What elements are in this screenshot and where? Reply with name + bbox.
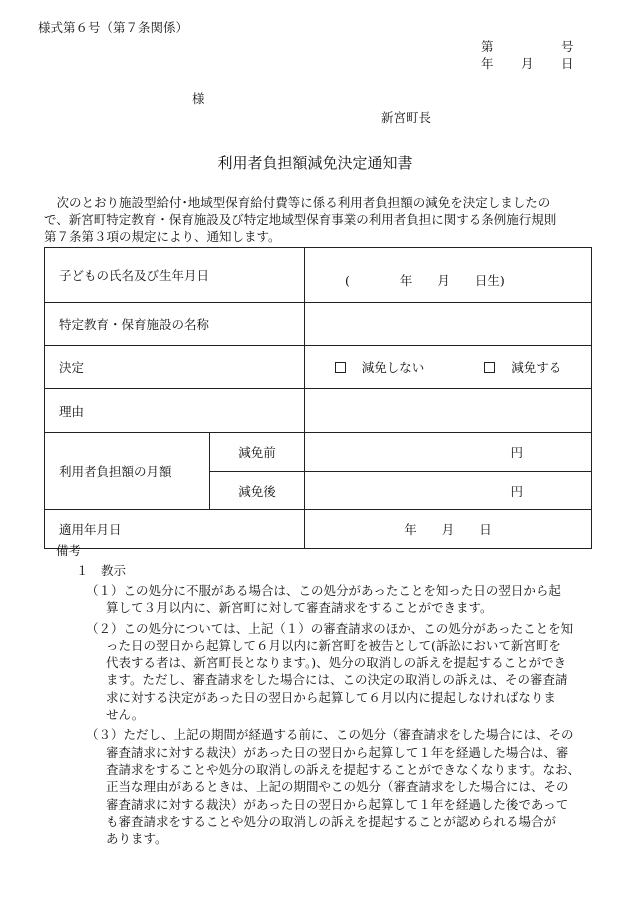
- note-line: （３）ただし、上記の期間が経過する前に、この処分（審査請求をした場合には、その: [86, 727, 574, 743]
- before-reduction-amount: 円: [305, 433, 592, 472]
- facility-name-field: [305, 303, 592, 346]
- note-line: った日の翌日から起算して６月以内に新宮町を被告として(訴訟において新宮町を: [106, 637, 561, 653]
- reason-field: [305, 389, 592, 433]
- document-number-suffix: 号: [561, 39, 574, 54]
- facility-name-label: 特定教育・保育施設の名称: [45, 303, 305, 346]
- notice-form-table: [44, 247, 592, 549]
- after-reduction-amount: 円: [305, 472, 592, 510]
- note-line: せん。: [106, 707, 145, 723]
- note-line: 査請求をすることや処分の取消しの訴えを提起することができなくなります。なお、: [106, 761, 581, 777]
- note-line: 求に対する決定があった日の翌日から起算して６月以内に提起しなければなりま: [106, 689, 556, 705]
- issuer: 新宮町長: [381, 110, 432, 125]
- date-year: 年: [481, 56, 494, 71]
- checkbox-no-reduction: [335, 362, 346, 373]
- apply-date-label: 適用年月日: [45, 510, 305, 549]
- intro-line: 第７条第３項の規定により、通知します。: [44, 229, 281, 244]
- option-no-reduction-label: 減免しない: [361, 360, 425, 375]
- recipient-honorific: 様: [192, 91, 205, 106]
- form-number: 様式第６号（第７条関係）: [38, 20, 189, 35]
- intro-line: で、新宮町特定教育・保育施設及び特定地域型保育事業の利用者負担に関する条例施行規則: [44, 212, 557, 227]
- note-line: ます。ただし、審査請求をした場合には、この決定の取消しの訴えは、その審査請: [106, 672, 568, 688]
- intro-line: 次のとおり施設型給付･地域型保育給付費等に係る利用者負担額の減免を決定しましたの: [56, 195, 551, 210]
- page-title: 利用者負担額減免決定通知書: [217, 154, 413, 172]
- note-line: あります。: [106, 831, 168, 847]
- date-day: 日: [561, 56, 574, 71]
- note-line: も審査請求をすることや処分の取消しの訴えを提起することが認められる場合が: [106, 813, 557, 829]
- notes-subheading: １ 教示: [76, 563, 127, 578]
- note-line: 代表する者は、新宮町長となります。)、処分の取消しの訴えを提起することができ: [106, 655, 567, 671]
- intro-paragraph: [44, 194, 604, 245]
- document-number-prefix: 第: [481, 39, 494, 54]
- notes-heading: 備考: [56, 543, 82, 558]
- note-line: 算して３月以内に、新宮町に対して審査請求をすることができます。: [106, 600, 493, 616]
- note-line: （１）この処分に不服がある場合は、この処分があったことを知った日の翌日から起: [86, 583, 561, 598]
- note-line: 審査請求に対する裁決）があった日の翌日から起算して１年を経過した場合は、審: [106, 744, 569, 760]
- child-name-label: 子どもの氏名及び生年月日: [45, 248, 305, 303]
- checkbox-reduction: [484, 362, 495, 373]
- date-month: 月: [521, 56, 534, 71]
- notes-section: [56, 541, 616, 850]
- apply-date-field: 年 月 日: [305, 510, 592, 549]
- option-reduction: [484, 358, 561, 376]
- note-line: （２）この処分については、上記（１）の審査請求のほか、この処分があったことを知: [86, 620, 574, 636]
- reason-label: 理由: [45, 389, 305, 433]
- monthly-amount-label: 利用者負担額の月額: [45, 433, 210, 510]
- decision-field: [305, 346, 592, 389]
- after-reduction-label: 減免後: [210, 472, 305, 510]
- before-reduction-label: 減免前: [210, 433, 305, 472]
- note-item: [86, 582, 616, 617]
- note-line: 審査請求に対する裁決）があった日の翌日から起算して１年を経過した後であって: [106, 796, 569, 812]
- option-no-reduction: [335, 358, 425, 376]
- child-birth-field: ( 年 月 日生): [305, 248, 592, 303]
- decision-label: 決定: [45, 346, 305, 389]
- note-item: [86, 620, 616, 724]
- option-reduction-label: 減免する: [511, 360, 562, 375]
- note-line: 正当な理由があるときは、上記の期間やこの処分（審査請求をした場合には、その: [106, 779, 569, 795]
- note-item: [86, 726, 616, 847]
